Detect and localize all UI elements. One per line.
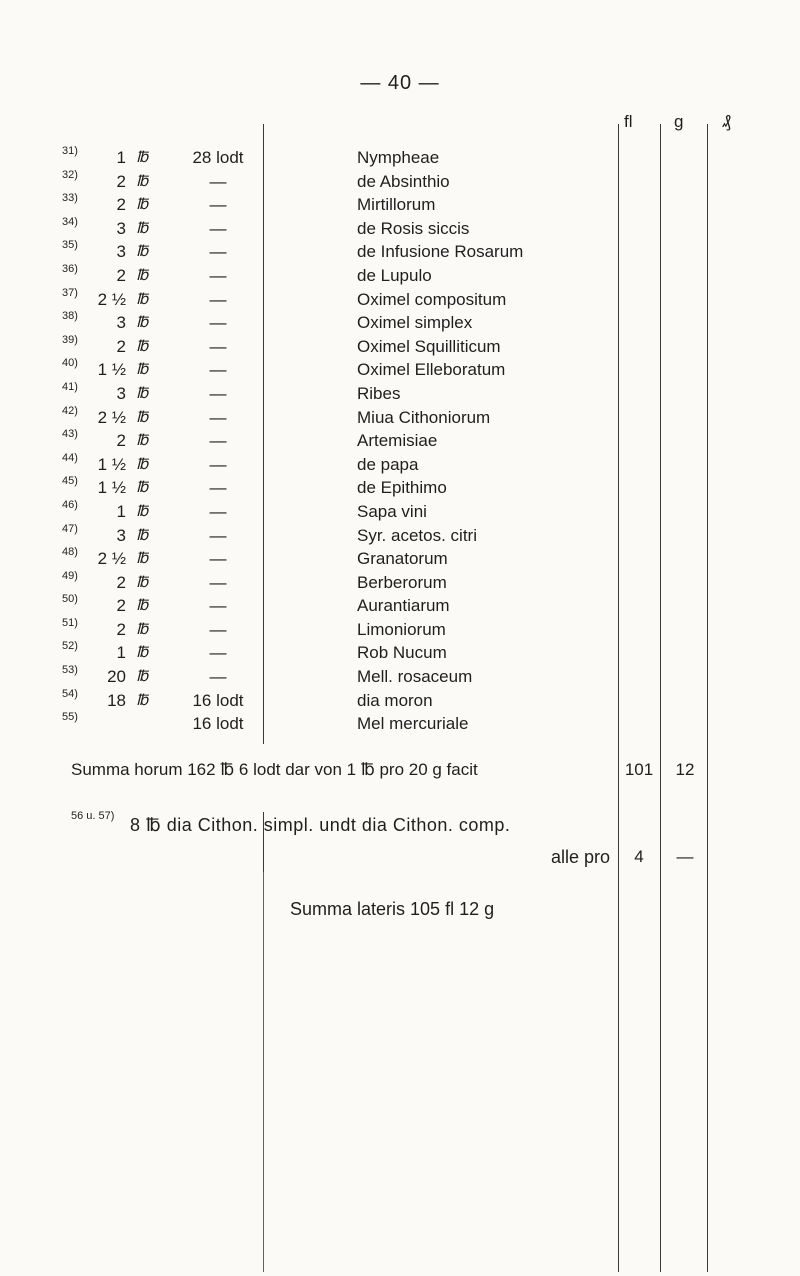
table-row: [0, 429, 800, 453]
row-unit-lodt: —: [209, 218, 227, 238]
row-unit-lodt: —: [209, 360, 227, 380]
row-quantity: 2: [116, 572, 126, 592]
row-note: 41): [62, 380, 78, 393]
table-row: [0, 382, 800, 406]
row-quantity: 3: [116, 525, 126, 545]
page-number: — 40 —: [360, 72, 440, 94]
row-unit-lodt: —: [209, 407, 227, 427]
row-name: Mell. rosaceum: [357, 667, 473, 687]
row-unit-lodt: 16 lodt: [192, 690, 244, 710]
row-name: Oximel simplex: [357, 313, 473, 333]
row-note: 53): [62, 664, 78, 677]
row-note: 45): [62, 475, 78, 488]
row-quantity: 2: [116, 195, 126, 215]
extra-g: —: [676, 847, 694, 866]
row-quantity: 3: [116, 242, 126, 262]
row-name: Sapa vini: [357, 501, 427, 521]
row-quantity: 2: [116, 596, 126, 616]
row-name: Ribes: [357, 383, 401, 403]
summa-horum-text: Summa horum 162 ℔ 6 lodt dar von 1 ℔ pro 20 g facit: [71, 760, 478, 779]
row-name: de papa: [357, 454, 419, 474]
row-unit-lodt: —: [209, 619, 227, 639]
row-unit-pound: ℔: [136, 643, 149, 662]
summa-horum-g: 12: [675, 760, 695, 779]
table-row: [0, 571, 800, 595]
row-name: Rob Nucum: [357, 643, 447, 663]
column-header-pf: ₰: [722, 112, 731, 131]
extra-text2: alle pro: [550, 847, 610, 867]
row-name: Artemisiae: [357, 431, 438, 451]
row-unit-pound: ℔: [136, 171, 149, 190]
row-unit-lodt: —: [209, 336, 227, 356]
row-name: Oximel Elleboratum: [357, 360, 506, 380]
row-name: Miua Cithoniorum: [357, 407, 491, 427]
row-unit-lodt: —: [209, 643, 227, 663]
extra-fl: 4: [634, 847, 644, 866]
row-note: 43): [62, 428, 78, 441]
row-unit-pound: ℔: [136, 478, 149, 497]
row-name: Granatorum: [357, 549, 448, 569]
table-row: [0, 288, 800, 312]
row-unit-pound: ℔: [136, 667, 149, 686]
row-unit-pound: ℔: [136, 619, 149, 638]
row-quantity: 2 ½: [97, 549, 126, 569]
row-unit-lodt: —: [209, 313, 227, 333]
row-quantity: 1 ½: [97, 454, 126, 474]
row-quantity: 2 ½: [97, 289, 126, 309]
row-unit-pound: ℔: [136, 596, 149, 615]
row-unit-lodt: —: [209, 195, 227, 215]
row-note: 33): [62, 192, 78, 205]
row-name: de Epithimo: [357, 478, 447, 498]
row-unit-lodt: —: [209, 667, 227, 687]
row-unit-pound: ℔: [136, 407, 149, 426]
extra-text: 8 ℔ dia Cithon. simpl. undt dia Cithon. comp.: [130, 815, 511, 835]
row-unit-pound: ℔: [136, 218, 149, 237]
table-row: [0, 618, 800, 642]
row-unit-pound: ℔: [136, 265, 149, 284]
row-unit-lodt: —: [209, 572, 227, 592]
table-row: [0, 712, 800, 736]
row-unit-pound: ℔: [136, 383, 149, 402]
row-quantity: 1 ½: [97, 360, 126, 380]
row-name: Nympheae: [357, 148, 440, 167]
row-quantity: 2 ½: [97, 407, 126, 427]
rule-left-bottom: [263, 872, 264, 1272]
table-row: [0, 547, 800, 571]
table-row: [0, 146, 800, 170]
row-unit-lodt: —: [209, 596, 227, 616]
row-unit-pound: ℔: [136, 336, 149, 355]
row-note: 34): [62, 215, 78, 228]
row-quantity: 3: [116, 313, 126, 333]
row-quantity: 3: [116, 218, 126, 238]
table-row: [0, 217, 800, 241]
row-name: Berberorum: [357, 572, 447, 592]
row-name: Mirtillorum: [357, 195, 436, 215]
table-row: [0, 193, 800, 217]
table-row: [0, 665, 800, 689]
row-unit-pound: ℔: [136, 431, 149, 450]
row-name: de Absinthio: [357, 171, 450, 191]
row-unit-lodt: —: [209, 525, 227, 545]
row-name: dia moron: [357, 690, 433, 710]
row-quantity: 2: [116, 265, 126, 285]
row-name: de Lupulo: [357, 265, 432, 285]
row-note: 37): [62, 286, 78, 299]
row-unit-pound: ℔: [136, 242, 149, 261]
row-quantity: 20: [107, 667, 126, 687]
row-unit-lodt: —: [209, 501, 227, 521]
row-unit-pound: ℔: [136, 501, 149, 520]
row-quantity: 2: [116, 619, 126, 639]
row-unit-lodt: —: [209, 265, 227, 285]
table-row: [0, 594, 800, 618]
column-header-fl: fl: [624, 112, 633, 131]
row-note: 40): [62, 357, 78, 370]
table-row: [0, 335, 800, 359]
row-name: Mel mercuriale: [357, 714, 469, 734]
table-row: [0, 476, 800, 500]
table-row: [0, 524, 800, 548]
row-note: 39): [62, 333, 78, 346]
row-note: 51): [62, 616, 78, 629]
row-unit-pound: ℔: [136, 690, 149, 709]
row-unit-pound: ℔: [136, 572, 149, 591]
extra-note: 56 u. 57): [71, 810, 115, 822]
table-row: [0, 264, 800, 288]
row-note: 55): [62, 711, 78, 724]
row-name: Limoniorum: [357, 619, 446, 639]
summa-horum: [71, 760, 478, 780]
row-name: Aurantiarum: [357, 596, 450, 616]
row-note: 35): [62, 239, 78, 252]
row-unit-pound: ℔: [136, 360, 149, 379]
row-unit-lodt: —: [209, 171, 227, 191]
table-row: [0, 170, 800, 194]
table-row: [0, 453, 800, 477]
row-quantity: 1: [116, 148, 126, 167]
row-quantity: 2: [116, 431, 126, 451]
row-name: Syr. acetos. citri: [357, 525, 477, 545]
row-name: de Infusione Rosarum: [357, 242, 524, 262]
row-note: 50): [62, 593, 78, 606]
row-unit-pound: ℔: [136, 313, 149, 332]
row-unit-lodt: —: [209, 431, 227, 451]
row-unit-pound: ℔: [136, 525, 149, 544]
row-note: 31): [62, 145, 78, 157]
row-name: Oximel Squilliticum: [357, 336, 501, 356]
row-unit-pound: ℔: [136, 148, 149, 166]
row-quantity: 3: [116, 383, 126, 403]
row-note: 32): [62, 168, 78, 181]
row-quantity: 1: [116, 643, 126, 663]
row-quantity: 18: [107, 690, 126, 710]
table-row: [0, 358, 800, 382]
row-unit-pound: ℔: [136, 549, 149, 568]
summa-horum-fl: 101: [624, 760, 654, 779]
row-unit-lodt: —: [209, 478, 227, 498]
row-quantity: 2: [116, 171, 126, 191]
row-note: 42): [62, 404, 78, 417]
column-header-g: g: [674, 112, 684, 131]
row-name: de Rosis siccis: [357, 218, 470, 238]
row-note: 38): [62, 310, 78, 323]
entry-list: [0, 146, 800, 736]
row-note: 36): [62, 262, 78, 275]
row-unit-lodt: —: [209, 549, 227, 569]
row-quantity: 1: [116, 501, 126, 521]
row-note: 54): [62, 687, 78, 700]
row-note: 52): [62, 640, 78, 653]
row-unit-lodt: —: [209, 454, 227, 474]
row-note: 47): [62, 522, 78, 535]
row-unit-lodt: —: [209, 242, 227, 262]
row-note: 48): [62, 546, 78, 559]
table-row: [0, 240, 800, 264]
row-unit-lodt: 28 lodt: [192, 148, 244, 167]
table-row: [0, 641, 800, 665]
summa-lateris: Summa lateris 105 fl 12 g: [290, 899, 495, 919]
row-unit-pound: ℔: [136, 289, 149, 308]
table-row: [0, 500, 800, 524]
table-row: [0, 406, 800, 430]
row-unit-lodt: —: [209, 383, 227, 403]
row-note: 46): [62, 498, 78, 511]
row-unit-lodt: 16 lodt: [192, 714, 244, 734]
row-note: 44): [62, 451, 78, 464]
table-row: [0, 311, 800, 335]
row-quantity: 2: [116, 336, 126, 356]
row-quantity: 1 ½: [97, 478, 126, 498]
row-unit-pound: ℔: [136, 454, 149, 473]
row-unit-pound: ℔: [136, 195, 149, 214]
row-unit-lodt: —: [209, 289, 227, 309]
table-row: [0, 689, 800, 713]
row-name: Oximel compositum: [357, 289, 507, 309]
row-note: 49): [62, 569, 78, 582]
